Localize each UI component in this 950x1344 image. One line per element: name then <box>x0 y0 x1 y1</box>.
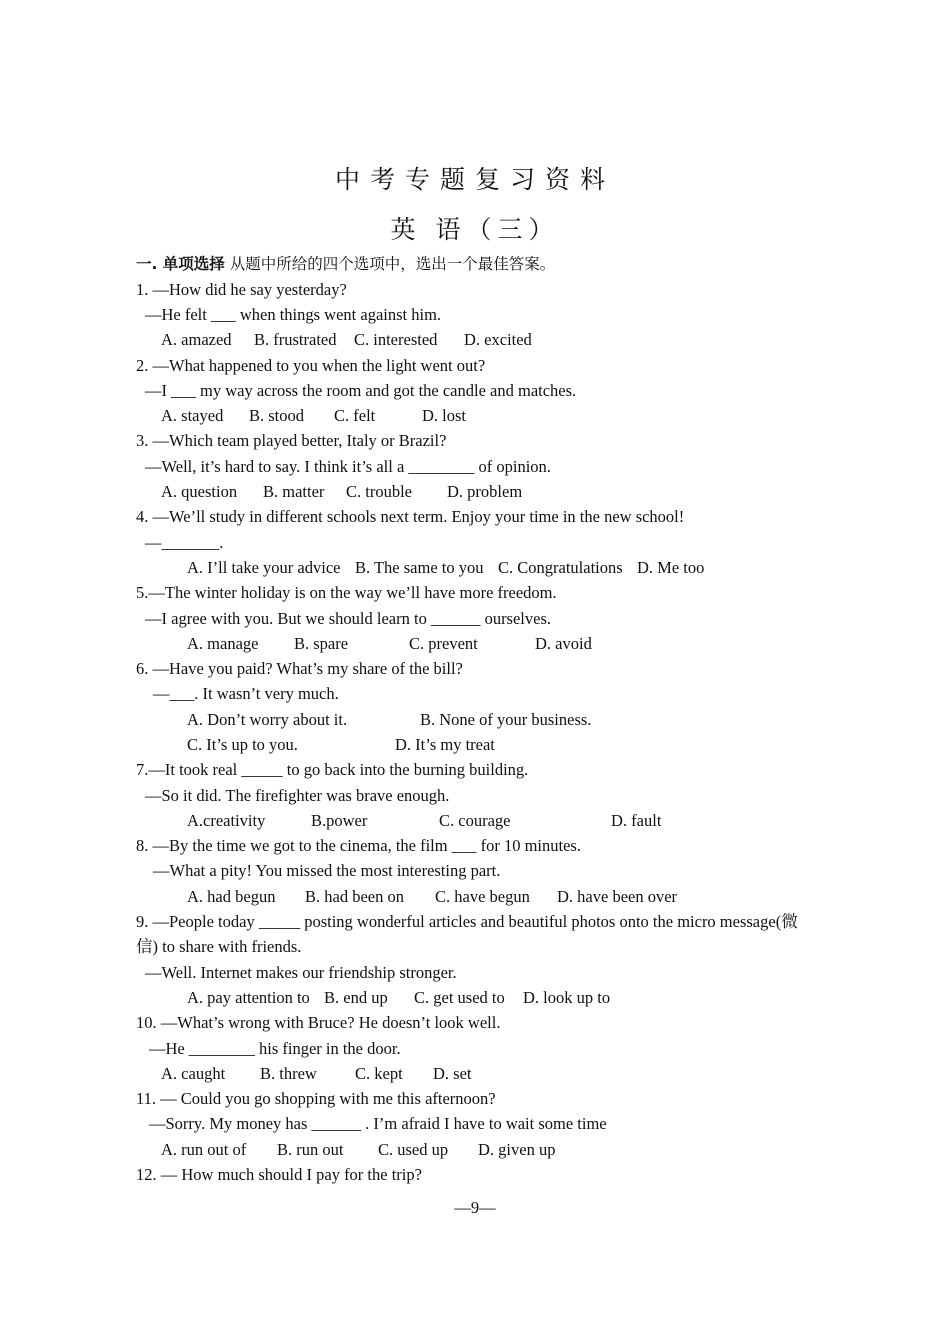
option-4c: C. Congratulations <box>498 558 623 577</box>
question-12: 12. — How much should I pay for the trip? <box>136 1165 422 1184</box>
question-5: 5.—The winter holiday is on the way we’ll have more freedom. <box>136 583 557 602</box>
option-1d: D. excited <box>464 330 532 349</box>
question-7: 7.—It took real _____ to go back into the burning building. <box>136 760 529 779</box>
option-5b: B. spare <box>294 634 349 653</box>
option-7a: A.creativity <box>187 811 266 830</box>
option-6c: C. It’s up to you. <box>187 735 298 754</box>
option-5c: C. prevent <box>409 634 478 653</box>
section-label: 一. 单项选择 <box>136 255 225 273</box>
section-header <box>136 254 555 274</box>
option-8c: C. have begun <box>435 887 530 906</box>
option-4b: B. The same to you <box>355 558 484 577</box>
option-2d: D. lost <box>422 406 467 425</box>
document-subtitle: 英 语（三） <box>390 215 560 244</box>
option-10c: C. kept <box>355 1064 403 1083</box>
answer-prompt-3: —Well, it’s hard to say. I think it’s all a ________ of opinion. <box>145 457 551 476</box>
option-1b: B. frustrated <box>254 330 337 349</box>
answer-prompt-5: —I agree with you. But we should learn to ______ ourselves. <box>145 609 552 628</box>
option-1c: C. interested <box>354 330 438 349</box>
question-3: 3. —Which team played better, Italy or Brazil? <box>136 431 447 450</box>
option-6d: D. It’s my treat <box>395 735 495 754</box>
option-10b: B. threw <box>260 1064 317 1083</box>
option-11c: C. used up <box>378 1140 449 1159</box>
option-7c: C. courage <box>439 811 511 830</box>
question-1: 1. —How did he say yesterday? <box>136 280 347 299</box>
answer-prompt-1: —He felt ___ when things went against him. <box>145 305 442 324</box>
document-title: 中考专题复习资料 <box>334 165 615 194</box>
option-11a: A. run out of <box>161 1140 247 1159</box>
answer-prompt-6: —___. It wasn’t very much. <box>153 684 339 703</box>
question-4: 4. —We’ll study in different schools next term. Enjoy your time in the new school! <box>136 507 685 526</box>
option-3a: A. question <box>161 482 238 501</box>
option-2b: B. stood <box>249 406 305 425</box>
option-10a: A. caught <box>161 1064 226 1083</box>
answer-prompt-10: —He ________ his finger in the door. <box>149 1039 401 1058</box>
question-8: 8. —By the time we got to the cinema, the film ___ for 10 minutes. <box>136 836 581 855</box>
page-number: —9— <box>454 1198 496 1217</box>
option-9b: B. end up <box>324 988 388 1007</box>
option-11d: D. given up <box>478 1140 556 1159</box>
option-3d: D. problem <box>447 482 523 501</box>
option-8b: B. had been on <box>305 887 404 906</box>
option-9d: D. look up to <box>523 988 611 1007</box>
option-9a: A. pay attention to <box>187 988 310 1007</box>
answer-prompt-2: —I ___ my way across the room and got the candle and matches. <box>145 381 577 400</box>
option-1a: A. amazed <box>161 330 232 349</box>
section-instruction: 从题中所给的四个选项中，选出一个最佳答案。 <box>229 255 556 273</box>
answer-prompt-9: —Well. Internet makes our friendship stronger. <box>145 963 457 982</box>
question-10: 10. —What’s wrong with Bruce? He doesn’t look well. <box>136 1013 501 1032</box>
option-2c: C. felt <box>334 406 376 425</box>
answer-prompt-4: —_______. <box>145 533 224 552</box>
option-6b: B. None of your business. <box>420 710 592 729</box>
question-2: 2. —What happened to you when the light went out? <box>136 356 486 375</box>
question-9-continued: 信) to share with friends. <box>136 937 302 956</box>
option-8d: D. have been over <box>557 887 678 906</box>
option-4a: A. I’ll take your advice <box>187 558 341 577</box>
option-6a: A. Don’t worry about it. <box>187 710 348 729</box>
option-7b: B.power <box>311 811 368 830</box>
question-9: 9. —People today _____ posting wonderful articles and beautiful photos onto the micro message(微 <box>136 912 798 931</box>
answer-prompt-7: —So it did. The firefighter was brave enough. <box>145 786 450 805</box>
question-11: 11. — Could you go shopping with me this afternoon? <box>136 1089 496 1108</box>
option-3b: B. matter <box>263 482 325 501</box>
question-6: 6. —Have you paid? What’s my share of the bill? <box>136 659 463 678</box>
option-3c: C. trouble <box>346 482 412 501</box>
option-2a: A. stayed <box>161 406 224 425</box>
option-11b: B. run out <box>277 1140 344 1159</box>
option-7d: D. fault <box>611 811 662 830</box>
option-10d: D. set <box>433 1064 472 1083</box>
option-4d: D. Me too <box>637 558 705 577</box>
option-5d: D. avoid <box>535 634 592 653</box>
option-8a: A. had begun <box>187 887 276 906</box>
answer-prompt-8: —What a pity! You missed the most interesting part. <box>153 861 501 880</box>
answer-prompt-11: —Sorry. My money has ______ . I’m afraid I have to wait some time <box>149 1114 607 1133</box>
option-5a: A. manage <box>187 634 259 653</box>
option-9c: C. get used to <box>414 988 505 1007</box>
